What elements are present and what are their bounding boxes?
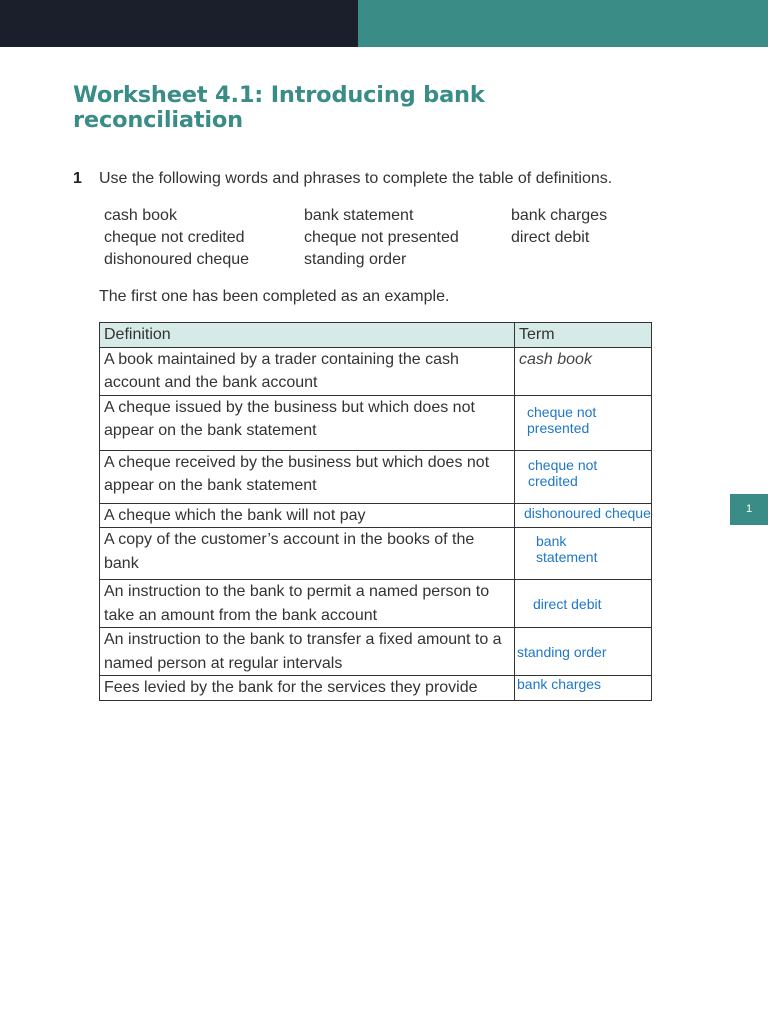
header-bar-dark: [0, 0, 358, 47]
answer-term[interactable]: cheque not presented: [527, 403, 597, 436]
definition-cell: An instruction to the bank to transfer a fixed amount to a named person at regular intervals: [100, 628, 515, 676]
table-row: [100, 347, 652, 395]
table-row: [100, 628, 652, 676]
answer-term[interactable]: bank charges: [517, 676, 602, 692]
table-row: [100, 395, 652, 450]
page-number-badge: 1: [730, 494, 768, 525]
table-row: [100, 503, 652, 528]
word-option: bank statement: [304, 207, 414, 224]
definitions-table: [99, 322, 652, 701]
table-row: [100, 676, 652, 701]
question-number: 1: [73, 170, 82, 187]
word-option: direct debit: [511, 229, 590, 246]
header-bar-teal: [358, 0, 768, 47]
worksheet-title: Worksheet 4.1: Introducing bank reconciliation: [73, 82, 485, 133]
answer-term[interactable]: dishonoured cheque: [524, 504, 651, 521]
answer-term[interactable]: bank statement: [536, 533, 598, 565]
question-instruction: Use the following words and phrases to complete the table of definitions.: [99, 170, 613, 187]
answer-term[interactable]: direct debit: [533, 595, 602, 612]
column-header-definition: Definition: [100, 323, 515, 348]
column-header-term: Term: [515, 323, 652, 348]
word-option: cash book: [104, 207, 177, 224]
word-option: cheque not presented: [304, 229, 459, 246]
definition-cell: A copy of the customer’s account in the books of the bank: [100, 528, 515, 580]
word-option: cheque not credited: [104, 229, 245, 246]
answer-term[interactable]: cheque not credited: [528, 456, 598, 489]
definition-cell: An instruction to the bank to permit a named person to take an amount from the bank account: [100, 580, 515, 628]
definition-cell: A book maintained by a trader containing the cash account and the bank account: [100, 347, 515, 395]
table-row: [100, 580, 652, 628]
definition-cell: Fees levied by the bank for the services they provide: [100, 676, 515, 701]
table-row: [100, 450, 652, 503]
definition-cell: A cheque received by the business but which does not appear on the bank statement: [100, 450, 515, 503]
table-header-row: [100, 323, 652, 348]
table-row: [100, 528, 652, 580]
word-option: standing order: [304, 251, 407, 268]
word-option: dishonoured cheque: [104, 251, 250, 268]
answer-term[interactable]: standing order: [517, 643, 607, 660]
word-option: bank charges: [511, 207, 608, 224]
example-note: The first one has been completed as an example.: [99, 288, 450, 305]
definition-cell: A cheque issued by the business but which does not appear on the bank statement: [100, 395, 515, 450]
definition-cell: A cheque which the bank will not pay: [100, 503, 515, 528]
term-cell-example: cash book: [519, 350, 592, 368]
